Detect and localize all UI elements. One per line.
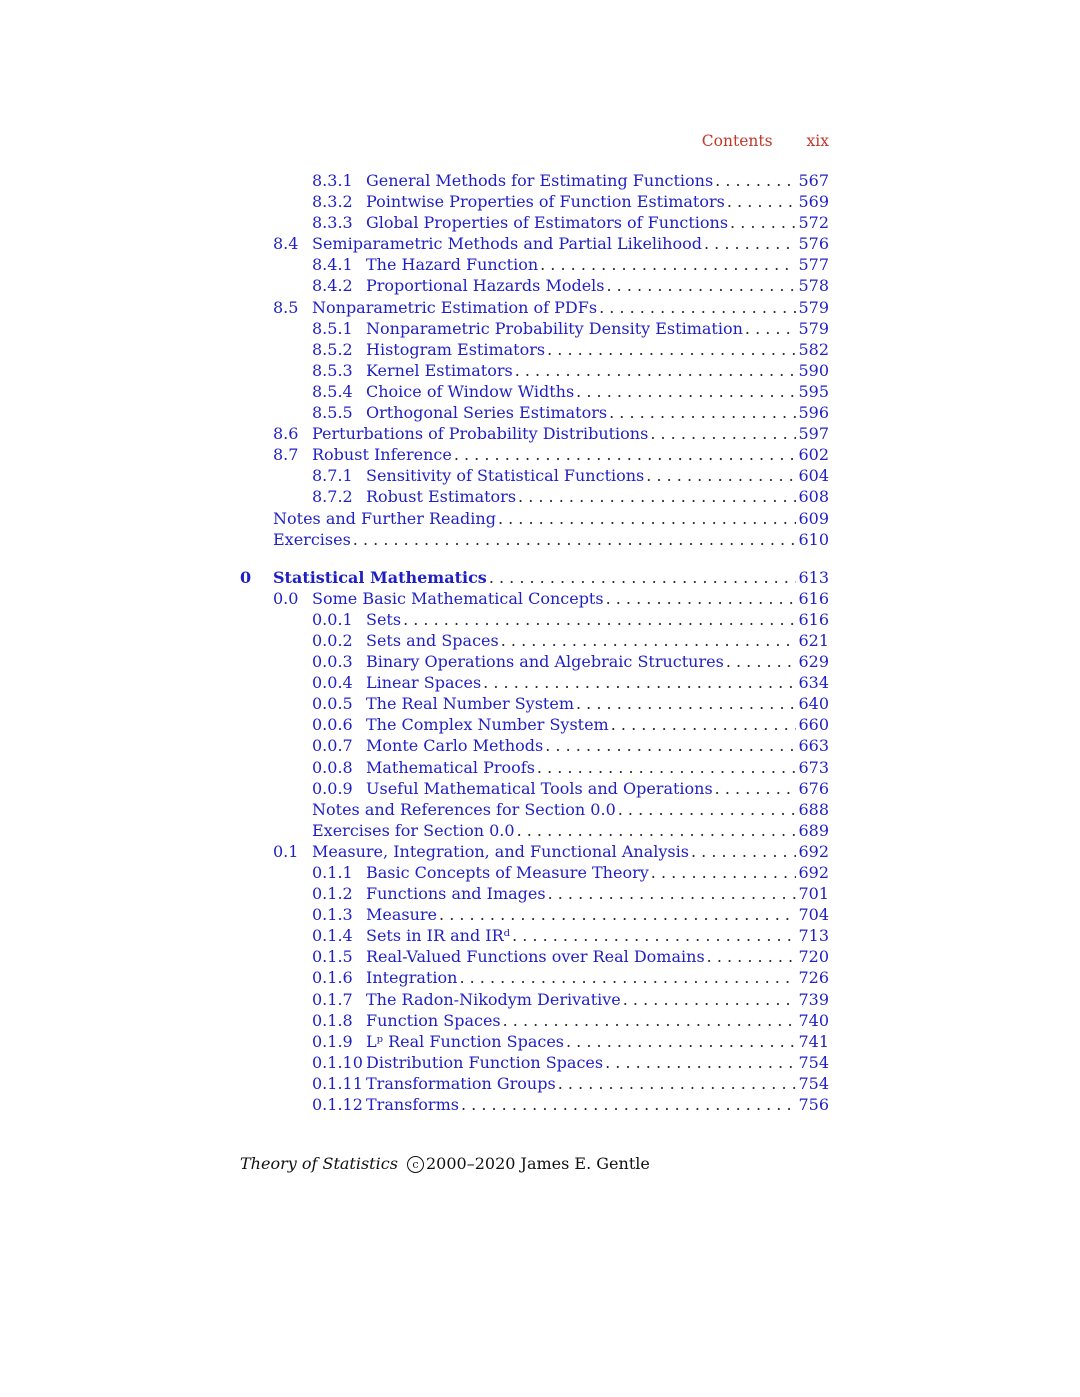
toc-entry-number: 8.4.1 <box>312 255 353 275</box>
toc-entry-title[interactable]: Notes and References for Section 0.0 <box>312 799 616 819</box>
toc-entry[interactable] <box>240 735 829 756</box>
toc-entry-page[interactable]: 673 <box>798 757 829 777</box>
toc-entry[interactable] <box>240 989 829 1010</box>
toc-entry-page[interactable]: 676 <box>798 778 829 798</box>
toc-entry-number: 0.0.9 <box>312 778 353 798</box>
dot-leader <box>606 588 797 609</box>
toc-entry-number: 8.5.5 <box>312 403 353 423</box>
toc-entry-page[interactable]: 689 <box>798 820 829 840</box>
dot-leader <box>545 735 796 756</box>
toc-entry-number: 8.5.4 <box>312 381 353 401</box>
footer-copyright-text: 2000–2020 James E. Gentle <box>426 1154 650 1173</box>
toc-entry[interactable] <box>240 967 829 988</box>
toc-entry-title[interactable]: Basic Concepts of Measure Theory <box>366 863 649 882</box>
toc-entry[interactable] <box>240 567 829 588</box>
toc-entry-page[interactable]: 613 <box>798 567 829 587</box>
toc-entry-title[interactable]: Sensitivity of Statistical Functions <box>366 466 645 486</box>
toc-entry-page[interactable]: 740 <box>798 1010 829 1030</box>
toc-entry-page[interactable]: 660 <box>798 715 829 735</box>
dot-leader <box>353 529 797 550</box>
toc-entry-number: 0.0.4 <box>312 673 353 693</box>
toc-entry-number: 0.1.2 <box>312 884 353 904</box>
toc-entry-page[interactable]: 608 <box>798 487 829 507</box>
toc-entry-title[interactable]: Binary Operations and Algebraic Structures <box>366 652 724 672</box>
toc-entry-number: 0.1.7 <box>312 989 353 1009</box>
toc-entry-number: 8.7 <box>273 445 299 465</box>
toc-entry-number: 0 <box>240 567 252 587</box>
dot-leader <box>461 1094 796 1115</box>
toc-entry[interactable] <box>240 925 829 946</box>
toc-entry-number: 0.1.6 <box>312 968 353 988</box>
toc-entry-page[interactable]: 579 <box>798 297 829 317</box>
toc-entry-title[interactable]: General Methods for Estimating Functions <box>366 171 714 190</box>
toc-entry-number: 8.3.1 <box>312 171 353 190</box>
footer-book-title: Theory of Statistics <box>240 1154 398 1173</box>
toc-entry-title[interactable]: Pointwise Properties of Function Estimators <box>366 192 725 212</box>
toc-entry-page[interactable]: 577 <box>798 255 829 275</box>
toc-entry-page[interactable]: 578 <box>798 276 829 296</box>
toc-entry-number: 0.0.1 <box>312 609 353 629</box>
toc-entry-number: 0.1.11 <box>312 1073 363 1093</box>
toc-entry-page[interactable]: 756 <box>798 1095 829 1115</box>
toc-entry[interactable] <box>240 170 829 191</box>
dot-leader <box>576 381 796 402</box>
dot-leader <box>623 989 797 1010</box>
dot-leader <box>454 444 797 465</box>
dot-leader <box>607 275 797 296</box>
dot-leader <box>515 360 797 381</box>
toc-entry[interactable] <box>240 339 829 360</box>
toc-entry-page[interactable]: 616 <box>798 588 829 608</box>
toc-entry-title[interactable]: Lᵖ Real Function Spaces <box>366 1031 564 1051</box>
toc-entry-number: 8.7.2 <box>312 487 353 507</box>
toc-entry[interactable] <box>240 862 829 883</box>
toc-entry-number: 0.1.4 <box>312 926 353 946</box>
toc-entry-page[interactable]: 602 <box>798 445 829 465</box>
dot-leader <box>501 630 797 651</box>
dot-leader <box>483 672 796 693</box>
toc-entry[interactable] <box>240 799 829 820</box>
header-section-name: Contents <box>701 132 773 150</box>
toc-entry-title[interactable]: Nonparametric Probability Density Estimation <box>366 318 743 338</box>
toc-entry-title[interactable]: Statistical Mathematics <box>273 567 487 587</box>
toc-entry-number: 0.0.7 <box>312 736 353 756</box>
toc-entry[interactable] <box>240 297 829 318</box>
toc-entry[interactable] <box>240 672 829 693</box>
toc-entry-title[interactable]: The Hazard Function <box>366 255 539 275</box>
toc-entry-number: 8.5.1 <box>312 318 353 338</box>
toc-entry-number: 0.1.8 <box>312 1010 353 1030</box>
toc-entry[interactable] <box>240 651 829 672</box>
toc-entry-title[interactable]: Orthogonal Series Estimators <box>366 403 608 423</box>
dot-leader <box>548 883 797 904</box>
dot-leader <box>576 693 796 714</box>
toc-entry-number: 0.0.3 <box>312 652 353 672</box>
dot-leader <box>704 233 796 254</box>
dot-leader <box>726 651 797 672</box>
toc-entry[interactable] <box>240 757 829 778</box>
toc-entry-title[interactable]: Choice of Window Widths <box>366 381 575 401</box>
toc-entry[interactable] <box>240 609 829 630</box>
toc-entry-number: 8.4 <box>273 234 299 254</box>
toc-entry-page[interactable]: 609 <box>798 508 829 528</box>
toc-entry-number: 8.4.2 <box>312 276 353 296</box>
toc-entry-page[interactable]: 754 <box>798 1052 829 1072</box>
toc-entry-number: 8.3.2 <box>312 192 353 212</box>
toc-entry-title[interactable]: Proportional Hazards Models <box>366 276 605 296</box>
toc-entry-page[interactable]: 595 <box>798 381 829 401</box>
toc-entry-page[interactable]: 629 <box>798 652 829 672</box>
toc-entry-title[interactable]: Measure <box>366 905 438 925</box>
toc-entry-title[interactable]: Perturbations of Probability Distributions <box>312 424 649 444</box>
dot-leader <box>540 254 796 275</box>
toc-entry-page[interactable]: 604 <box>798 466 829 486</box>
toc-entry-number: 0.0.6 <box>312 715 353 735</box>
dot-leader <box>439 904 796 925</box>
toc-entry-page[interactable]: 576 <box>798 234 829 254</box>
toc-entry[interactable] <box>240 212 829 233</box>
toc-entry-title[interactable]: Sets in IR and IRᵈ <box>366 926 511 946</box>
toc-entry-page[interactable]: 610 <box>798 529 829 549</box>
toc-entry-title[interactable]: Kernel Estimators <box>366 360 513 380</box>
toc-entry-number: 0.1.3 <box>312 905 353 925</box>
toc-entry-title[interactable]: The Real Number System <box>366 694 574 714</box>
toc-entry[interactable] <box>240 1073 829 1094</box>
toc-entry-title[interactable]: Sets and Spaces <box>366 630 499 650</box>
toc-entry-page[interactable]: 720 <box>798 947 829 967</box>
toc-entry-page[interactable]: 579 <box>798 318 829 338</box>
toc-entry-number: 8.5.3 <box>312 360 353 380</box>
toc-entry[interactable] <box>240 275 829 296</box>
toc-entry-number: 8.5 <box>273 297 299 317</box>
toc-entry-page[interactable]: 701 <box>798 884 829 904</box>
running-header <box>240 132 829 150</box>
toc-entry-page[interactable]: 726 <box>798 968 829 988</box>
dot-leader <box>566 1031 796 1052</box>
toc-entry-page[interactable]: 688 <box>798 799 829 819</box>
toc-entry[interactable] <box>240 1094 829 1115</box>
toc-entry[interactable] <box>240 630 829 651</box>
toc-entry-page[interactable]: 713 <box>798 926 829 946</box>
toc-entry[interactable] <box>240 233 829 254</box>
toc-entry-title[interactable]: Function Spaces <box>366 1010 501 1030</box>
dot-leader <box>727 191 797 212</box>
toc-entry[interactable] <box>240 883 829 904</box>
dot-leader <box>611 714 797 735</box>
toc-entry-title[interactable]: Linear Spaces <box>366 673 482 693</box>
toc-entry[interactable] <box>240 588 829 609</box>
dot-leader <box>691 841 796 862</box>
dot-leader <box>459 967 796 988</box>
dot-leader <box>646 465 796 486</box>
dot-leader <box>745 318 797 339</box>
toc-entry[interactable] <box>240 946 829 967</box>
toc-entry-number: 0.1.10 <box>312 1052 363 1072</box>
toc-entry-title[interactable]: Transforms <box>366 1095 459 1115</box>
toc-entry[interactable] <box>240 465 829 486</box>
toc-entry-title[interactable]: Notes and Further Reading <box>273 508 496 528</box>
toc-entry-page[interactable]: 704 <box>798 905 829 925</box>
dot-leader <box>537 757 797 778</box>
dot-leader <box>730 212 796 233</box>
dot-leader <box>605 1052 796 1073</box>
toc-entry-number: 8.3.3 <box>312 213 353 233</box>
toc-entry-page[interactable]: 616 <box>798 609 829 629</box>
toc-entry-number: 0.0 <box>273 588 299 608</box>
toc-entry-title[interactable]: Mathematical Proofs <box>366 757 535 777</box>
dot-leader <box>403 609 796 630</box>
toc-entry[interactable] <box>240 381 829 402</box>
toc-entry-number: 0.0.2 <box>312 630 353 650</box>
toc-entry-title[interactable]: Monte Carlo Methods <box>366 736 544 756</box>
toc-entry-number: 0.1 <box>273 841 299 861</box>
toc-entry-title[interactable]: Integration <box>366 968 458 988</box>
dot-leader <box>651 862 797 883</box>
dot-leader <box>650 423 796 444</box>
toc-entry[interactable] <box>240 318 829 339</box>
toc-entry-number: 0.0.5 <box>312 694 353 714</box>
toc-entry-page[interactable]: 569 <box>798 192 829 212</box>
toc-entry-page[interactable]: 596 <box>798 403 829 423</box>
toc-entry-title[interactable]: The Radon-Nikodym Derivative <box>366 989 621 1009</box>
toc-entry-page[interactable]: 572 <box>798 213 829 233</box>
toc-entry[interactable] <box>240 486 829 507</box>
toc-entry[interactable] <box>240 444 829 465</box>
dot-leader <box>558 1073 797 1094</box>
toc-entry-number: 0.0.8 <box>312 757 353 777</box>
toc-entry[interactable] <box>240 1031 829 1052</box>
dot-leader <box>518 486 796 507</box>
toc-entry[interactable] <box>240 423 829 444</box>
toc-entry-page[interactable]: 621 <box>798 630 829 650</box>
toc-entry-number: 8.7.1 <box>312 466 353 486</box>
toc-entry-title[interactable]: Robust Estimators <box>366 487 517 507</box>
dot-leader <box>517 820 797 841</box>
toc-entry-page[interactable]: 663 <box>798 736 829 756</box>
toc-entry-page[interactable]: 567 <box>798 171 829 190</box>
dot-leader <box>489 567 797 588</box>
toc-entry-title[interactable]: The Complex Number System <box>366 715 609 735</box>
dot-leader <box>707 946 797 967</box>
toc-entry[interactable] <box>240 529 829 550</box>
toc-entry-title[interactable]: Sets <box>366 609 402 629</box>
toc-entry-page[interactable]: 741 <box>798 1031 829 1051</box>
toc-entry-page[interactable]: 692 <box>798 841 829 861</box>
toc-entry-number: 0.1.12 <box>312 1095 363 1115</box>
toc-entry[interactable] <box>240 693 829 714</box>
toc-entry[interactable] <box>240 820 829 841</box>
toc-entry[interactable] <box>240 360 829 381</box>
toc-entry-title[interactable]: Functions and Images <box>366 884 546 904</box>
copyright-symbol: c <box>407 1156 424 1173</box>
toc-entry-page[interactable]: 597 <box>798 424 829 444</box>
toc-entry[interactable] <box>240 1052 829 1073</box>
toc-entry-title[interactable]: Exercises for Section 0.0 <box>312 820 515 840</box>
toc-entry-title[interactable]: Exercises <box>273 529 351 549</box>
header-page-number: xix <box>806 132 829 150</box>
dot-leader <box>599 297 796 318</box>
dot-leader <box>498 508 797 529</box>
toc-entry[interactable] <box>240 254 829 275</box>
dot-leader <box>547 339 796 360</box>
dot-leader <box>503 1010 797 1031</box>
toc-entry-title[interactable]: Transformation Groups <box>366 1073 556 1093</box>
toc-entry-title[interactable]: Semiparametric Methods and Partial Likelihood <box>312 234 702 254</box>
toc-entry-page[interactable]: 590 <box>798 360 829 380</box>
toc-entry-title[interactable]: Robust Inference <box>312 445 452 465</box>
toc-entry-page[interactable]: 582 <box>798 339 829 359</box>
toc-entry-page[interactable]: 754 <box>798 1073 829 1093</box>
toc-entry-page[interactable]: 640 <box>798 694 829 714</box>
dot-leader <box>618 799 797 820</box>
toc-entry-title[interactable]: Global Properties of Estimators of Functions <box>366 213 729 233</box>
toc-entry-title[interactable]: Distribution Function Spaces <box>366 1052 604 1072</box>
toc-entry-title[interactable]: Measure, Integration, and Functional Analysis <box>312 841 689 861</box>
toc-entry-title[interactable]: Nonparametric Estimation of PDFs <box>312 297 598 317</box>
toc-entry[interactable] <box>240 778 829 799</box>
toc-entry-page[interactable]: 692 <box>798 863 829 882</box>
toc-entry-title[interactable]: Real-Valued Functions over Real Domains <box>366 947 705 967</box>
dot-leader <box>512 925 796 946</box>
toc-entry[interactable] <box>240 191 829 212</box>
dot-leader <box>609 402 796 423</box>
toc-entry-page[interactable]: 739 <box>798 989 829 1009</box>
toc-entry-number: 0.1.9 <box>312 1031 353 1051</box>
toc-entry[interactable] <box>240 714 829 735</box>
toc-entry-number: 0.1.5 <box>312 947 353 967</box>
toc-entry[interactable] <box>240 841 829 862</box>
toc-entry[interactable] <box>240 904 829 925</box>
toc-entry-page[interactable]: 634 <box>798 673 829 693</box>
toc-entry-number: 8.6 <box>273 424 299 444</box>
toc-entry[interactable] <box>240 508 829 529</box>
dot-leader <box>715 778 797 799</box>
toc-entry-number: 8.5.2 <box>312 339 353 359</box>
toc-entry[interactable] <box>240 1010 829 1031</box>
footer <box>240 1154 650 1173</box>
dot-leader <box>715 170 796 191</box>
toc-entry-title[interactable]: Histogram Estimators <box>366 339 546 359</box>
toc-entry[interactable] <box>240 402 829 423</box>
toc-entry-number: 0.1.1 <box>312 863 353 882</box>
toc-entry-title[interactable]: Useful Mathematical Tools and Operations <box>366 778 713 798</box>
table-of-contents <box>240 170 829 1115</box>
toc-entry-title[interactable]: Some Basic Mathematical Concepts <box>312 588 604 608</box>
